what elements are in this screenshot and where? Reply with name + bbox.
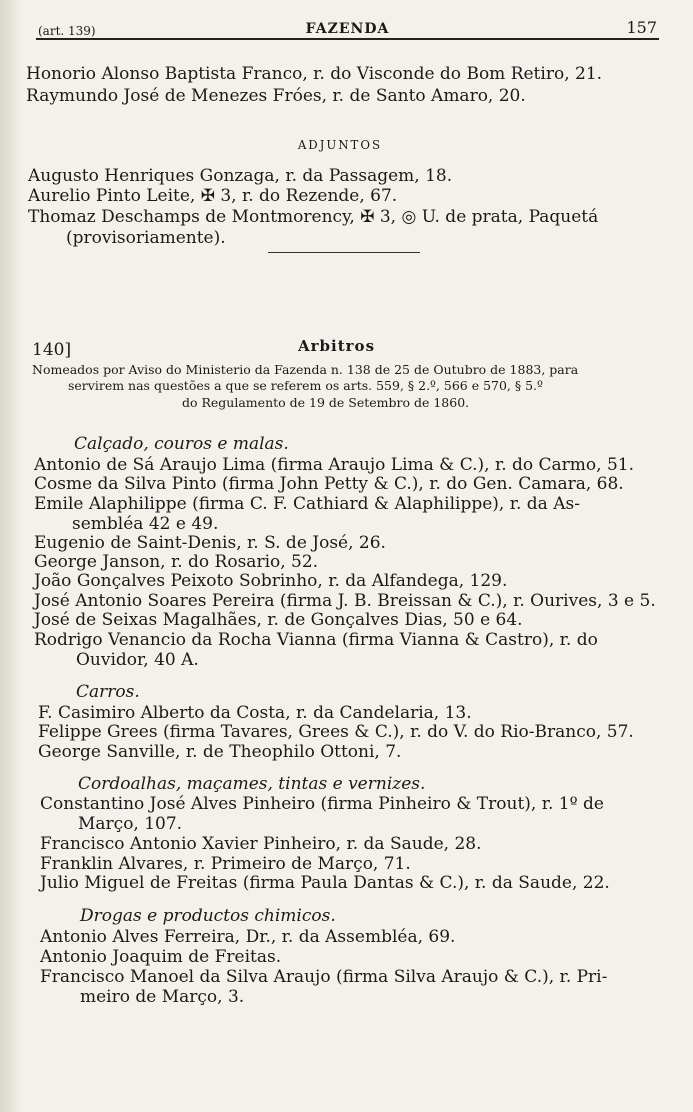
entry-line: Cosme da Silva Pinto (firma John Petty & C.), r. do Gen. Camara, 68. bbox=[34, 474, 624, 494]
entry-line: Thomaz Deschamps de Montmorency, ✠ 3, ◎ U. de prata, Paquetá bbox=[28, 207, 599, 227]
entry-line: Francisco Manoel da Silva Araujo (firma Silva Araujo & C.), r. Pri- bbox=[40, 967, 608, 987]
entry-line: José de Seixas Magalhães, r. de Gonçalves Dias, 50 e 64. bbox=[34, 610, 523, 630]
entry-line: Antonio de Sá Araujo Lima (firma Araujo Lima & C.), r. do Carmo, 51. bbox=[34, 455, 635, 475]
intro-line: Nomeados por Aviso do Ministerio da Fazenda n. 138 de 25 de Outubro de 1883, para bbox=[32, 362, 579, 377]
entry-line: Raymundo José de Menezes Fróes, r. de Santo Amaro, 20. bbox=[26, 86, 526, 106]
entry-line: Felippe Grees (firma Tavares, Grees & C.), r. do V. do Rio-Branco, 57. bbox=[38, 722, 634, 742]
entry-line: Augusto Henriques Gonzaga, r. da Passagem, 18. bbox=[28, 166, 453, 186]
entry-line: George Janson, r. do Rosario, 52. bbox=[34, 552, 319, 572]
entry-line: Julio Miguel de Freitas (firma Paula Dantas & C.), r. da Saude, 22. bbox=[40, 873, 610, 893]
entry-line: Antonio Joaquim de Freitas. bbox=[40, 947, 282, 967]
entry-line: Ouvidor, 40 A. bbox=[76, 650, 199, 670]
entry-line: George Sanville, r. de Theophilo Ottoni, 7. bbox=[38, 742, 402, 762]
category-heading: Calçado, couros e malas. bbox=[74, 434, 289, 454]
section-title: Arbitros bbox=[298, 337, 376, 355]
page-number: 157 bbox=[626, 18, 657, 37]
entry-line: Rodrigo Venancio da Rocha Vianna (firma Vianna & Castro), r. do bbox=[34, 630, 598, 650]
entry-line: sembléa 42 e 49. bbox=[72, 514, 219, 534]
intro-line: servirem nas questões a que se referem os arts. 559, § 2.º, 566 e 570, § 5.º bbox=[68, 378, 543, 393]
section-divider bbox=[268, 252, 420, 253]
entry-line: José Antonio Soares Pereira (firma J. B. Breissan & C.), r. Ourives, 3 e 5. bbox=[34, 591, 656, 611]
entry-line: Emile Alaphilippe (firma C. F. Cathiard & Alaphilippe), r. da As- bbox=[34, 494, 580, 514]
entry-line: Franklin Alvares, r. Primeiro de Março, 71. bbox=[40, 854, 411, 874]
entry-line: Antonio Alves Ferreira, Dr., r. da Assembléa, 69. bbox=[40, 927, 456, 947]
category-heading: Carros. bbox=[76, 682, 140, 702]
entry-line: João Gonçalves Peixoto Sobrinho, r. da Alfandega, 129. bbox=[34, 571, 508, 591]
entry-line: Constantino José Alves Pinheiro (firma Pinheiro & Trout), r. 1º de bbox=[40, 794, 604, 814]
running-title: FAZENDA bbox=[305, 21, 390, 37]
page-edge-shadow bbox=[0, 0, 22, 1112]
section-number: 140] bbox=[32, 340, 72, 360]
entry-line: Março, 107. bbox=[78, 814, 183, 834]
entry-line: (provisoriamente). bbox=[66, 228, 226, 248]
article-reference: (art. 139) bbox=[38, 24, 96, 38]
entry-line: Francisco Antonio Xavier Pinheiro, r. da Saude, 28. bbox=[40, 834, 482, 854]
category-heading: Drogas e productos chimicos. bbox=[80, 906, 336, 926]
category-heading: Cordoalhas, maçames, tintas e vernizes. bbox=[78, 774, 426, 794]
adjuntos-heading: ADJUNTOS bbox=[297, 138, 382, 152]
page-header bbox=[36, 18, 659, 40]
entry-line: Honorio Alonso Baptista Franco, r. do Visconde do Bom Retiro, 21. bbox=[26, 64, 603, 84]
intro-line: do Regulamento de 19 de Setembro de 1860. bbox=[182, 395, 470, 410]
entry-line: meiro de Março, 3. bbox=[80, 987, 245, 1007]
entry-line: Eugenio de Saint-Denis, r. S. de José, 26. bbox=[34, 533, 386, 553]
entry-line: F. Casimiro Alberto da Costa, r. da Candelaria, 13. bbox=[38, 703, 472, 723]
entry-line: Aurelio Pinto Leite, ✠ 3, r. do Rezende, 67. bbox=[28, 186, 398, 206]
